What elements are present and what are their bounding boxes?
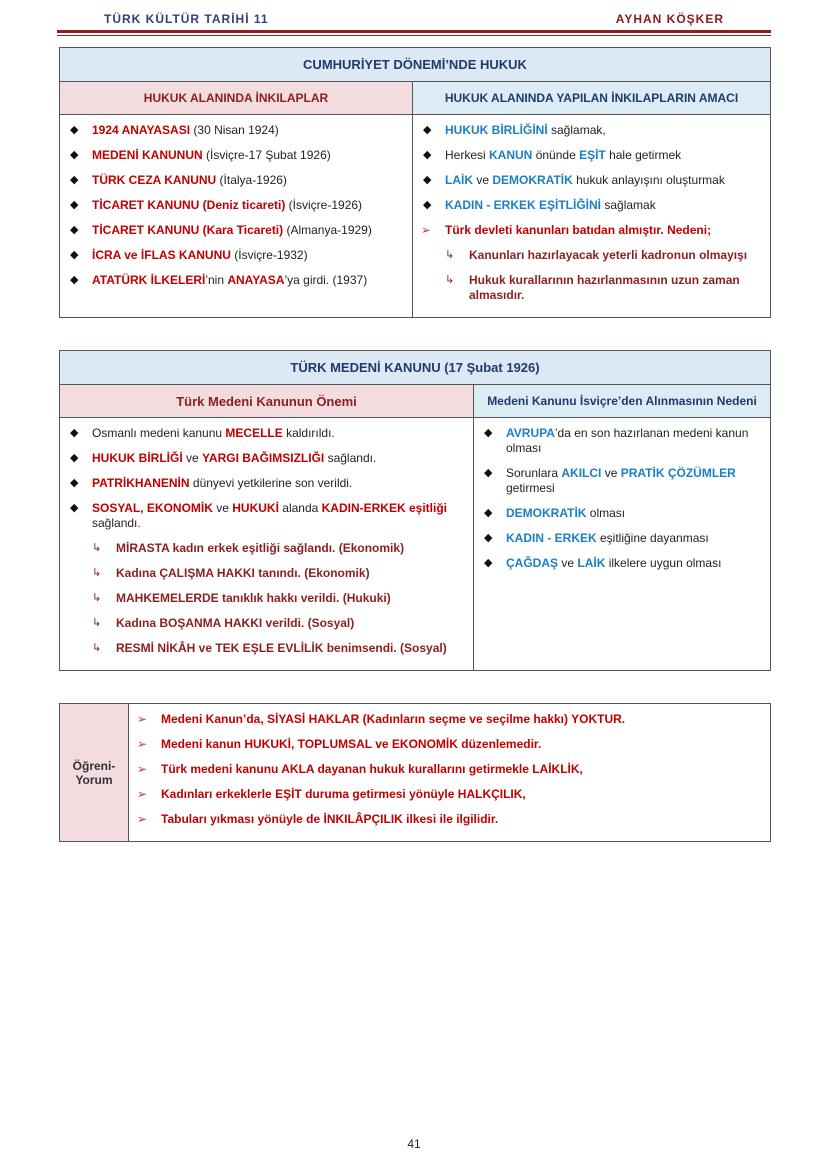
list-item: ◆ 1924 ANAYASASI (30 Nisan 1924) (70, 123, 279, 137)
diamond-bullet-icon: ◆ (70, 174, 79, 186)
civil-col-right-header: Medeni Kanunu İsviçre’den Alınmasının Nedeni (474, 385, 771, 418)
diamond-bullet-icon: ◆ (423, 174, 432, 186)
hook-arrow-icon: ↳ (92, 567, 102, 579)
hook-arrow-icon: ↳ (92, 592, 102, 604)
diamond-bullet-icon: ◆ (70, 274, 79, 286)
list-item: ↳ Kadına ÇALIŞMA HAKKI tanındı. (Ekonomik) (92, 566, 370, 580)
list-item: ➢ Türk devleti kanunları batıdan almıştır. Nedeni; (421, 223, 712, 237)
diamond-bullet-icon: ◆ (70, 502, 79, 514)
diamond-bullet-icon: ◆ (70, 149, 79, 161)
arrow-bullet-icon: ➢ (421, 223, 432, 237)
list-item: ◆ Herkesi KANUN önünde EŞİT hale getirmek (423, 148, 682, 162)
arrow-bullet-icon: ➢ (137, 812, 148, 826)
list-item: ◆ AVRUPA’da en son hazırlanan medeni kanun olması (484, 426, 749, 455)
header-left-title: TÜRK KÜLTÜR TARİHİ 11 (104, 12, 269, 26)
hook-arrow-icon: ↳ (445, 249, 455, 261)
hook-arrow-icon: ↳ (92, 617, 102, 629)
diamond-bullet-icon: ◆ (70, 199, 79, 211)
list-item: ◆ Osmanlı medeni kanunu MECELLE kaldırıldı. (70, 426, 335, 440)
civil-right-cell (474, 418, 771, 671)
list-item: ➢ Kadınları erkeklerle EŞİT duruma getirmesi yönüyle HALKÇILIK, (137, 787, 526, 801)
list-item: ◆ KADIN - ERKEK eşitliğine dayanması (484, 531, 709, 545)
diamond-bullet-icon: ◆ (70, 477, 79, 489)
list-item: ◆ Sorunlara AKILCI ve PRATİK ÇÖZÜMLER getirmesi (484, 466, 736, 495)
list-item: ◆ KADIN - ERKEK EŞİTLİĞİNİ sağlamak (423, 198, 656, 212)
hook-arrow-icon: ↳ (92, 642, 102, 654)
list-item: ◆ HUKUK BİRLİĞİ ve YARGI BAĞIMSIZLIĞI sağlandı. (70, 451, 377, 465)
law-table-title: CUMHURİYET DÖNEMİ’NDE HUKUK (60, 48, 771, 82)
law-left-cell (60, 115, 413, 318)
header-author: AYHAN KÖŞKER (615, 12, 724, 26)
diamond-bullet-icon: ◆ (484, 427, 493, 439)
diamond-bullet-icon: ◆ (70, 249, 79, 261)
list-item: ↳ MAHKEMELERDE tanıklık hakkı verildi. (Hukuki) (92, 591, 391, 605)
list-item: ◆ SOSYAL, EKONOMİK ve HUKUKİ alanda KADIN-ERKEK eşitliği sağlandı. (70, 501, 447, 530)
list-item: ◆ LAİK ve DEMOKRATİK hukuk anlayışını oluşturmak (423, 173, 725, 187)
arrow-bullet-icon: ➢ (137, 712, 148, 726)
list-item: ↳ MİRASTA kadın erkek eşitliği sağlandı. (Ekonomik) (92, 541, 405, 555)
arrow-bullet-icon: ➢ (137, 762, 148, 776)
commentary-label: Öğreni- Yorum (60, 704, 129, 842)
list-item: ➢ Medeni kanun HUKUKİ, TOPLUMSAL ve EKONOMİK düzenlemedir. (137, 737, 542, 751)
hook-arrow-icon: ↳ (92, 542, 102, 554)
law-col-left-header: HUKUK ALANINDA İNKILAPLAR (60, 82, 413, 115)
list-item: ◆ MEDENİ KANUNUN (İsviçre-17 Şubat 1926) (70, 148, 331, 162)
list-item: ↳ Kadına BOŞANMA HAKKI verildi. (Sosyal) (92, 616, 355, 630)
diamond-bullet-icon: ◆ (423, 199, 432, 211)
civil-law-title: TÜRK MEDENİ KANUNU (17 Şubat 1926) (60, 351, 771, 385)
civil-left-cell (60, 418, 474, 671)
list-item: ◆ İCRA ve İFLAS KANUNU (İsviçre-1932) (70, 248, 308, 262)
diamond-bullet-icon: ◆ (484, 532, 493, 544)
diamond-bullet-icon: ◆ (484, 467, 493, 479)
list-item: ↳ Kanunları hazırlayacak yeterli kadronun olmayışı (445, 248, 748, 262)
list-item: ↳ RESMİ NİKÂH ve TEK EŞLE EVLİLİK benimsendi. (Sosyal) (92, 641, 447, 655)
diamond-bullet-icon: ◆ (423, 149, 432, 161)
list-item: ➢ Medeni Kanun’da, SİYASİ HAKLAR (Kadınların seçme ve seçilme hakkı) YOKTUR. (137, 712, 626, 726)
diamond-bullet-icon: ◆ (70, 452, 79, 464)
page-number: 41 (407, 1137, 421, 1151)
list-item: ↳ Hukuk kurallarının hazırlanmasının uzun zaman almasıdır. (445, 273, 740, 302)
header-rule-thin (57, 35, 771, 36)
list-item: ➢ Türk medeni kanunu AKLA dayanan hukuk kurallarını getirmekle LAİKLİK, (137, 762, 583, 776)
list-item: ◆ HUKUK BİRLİĞİNİ sağlamak, (423, 123, 606, 137)
law-right-cell (413, 115, 771, 318)
diamond-bullet-icon: ◆ (70, 124, 79, 136)
list-item: ◆ ÇAĞDAŞ ve LAİK ilkelere uygun olması (484, 556, 722, 570)
header-rule (57, 30, 771, 33)
list-item: ◆ PATRİKHANENİN dünyevi yetkilerine son verildi. (70, 476, 353, 490)
list-item: ◆ DEMOKRATİK olması (484, 506, 626, 520)
civil-col-left-header: Türk Medeni Kanunun Önemi (60, 385, 474, 418)
hook-arrow-icon: ↳ (445, 274, 455, 286)
list-item: ◆ TİCARET KANUNU (Kara Ticareti) (Almanya-1929) (70, 223, 372, 237)
list-item: ◆ TÜRK CEZA KANUNU (İtalya-1926) (70, 173, 287, 187)
list-item: ➢ Tabuları yıkması yönüyle de İNKILÂPÇILIK ilkesi ile ilgilidir. (137, 812, 499, 826)
law-table (59, 47, 771, 318)
diamond-bullet-icon: ◆ (484, 507, 493, 519)
arrow-bullet-icon: ➢ (137, 737, 148, 751)
commentary-box (59, 703, 771, 842)
civil-law-table (59, 350, 771, 671)
arrow-bullet-icon: ➢ (137, 787, 148, 801)
page-header (0, 10, 828, 30)
diamond-bullet-icon: ◆ (70, 224, 79, 236)
diamond-bullet-icon: ◆ (70, 427, 79, 439)
diamond-bullet-icon: ◆ (423, 124, 432, 136)
diamond-bullet-icon: ◆ (484, 557, 493, 569)
law-col-right-header: HUKUK ALANINDA YAPILAN İNKILAPLARIN AMACI (413, 82, 771, 115)
list-item: ◆ ATATÜRK İLKELERİ’nin ANAYASA’ya girdi. (1937) (70, 273, 368, 287)
commentary-list-cell (129, 704, 771, 842)
list-item: ◆ TİCARET KANUNU (Deniz ticareti) (İsviçre-1926) (70, 198, 363, 212)
